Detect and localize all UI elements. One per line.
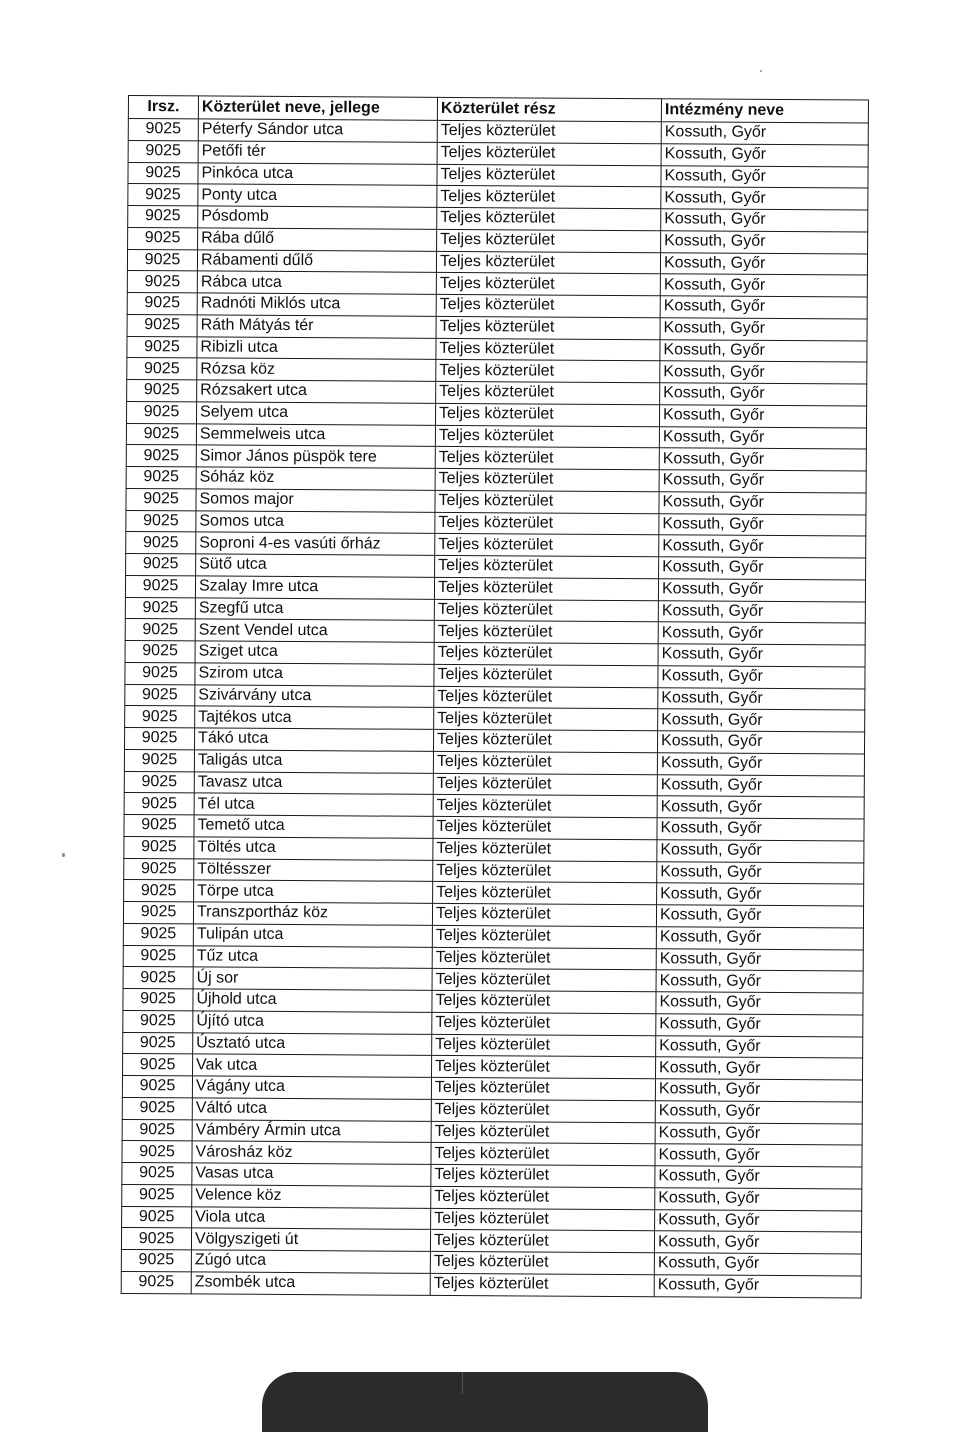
cell-street-name: Velence köz [192, 1185, 431, 1208]
cell-street-name: Töltés utca [194, 837, 433, 860]
street-register-table [121, 95, 869, 1298]
cell-institution: Kossuth, Győr [656, 926, 863, 949]
cell-irsz: 9025 [126, 553, 196, 575]
cell-street-part: Teljes közterület [432, 903, 656, 926]
cell-institution: Kossuth, Győr [659, 405, 866, 428]
cell-street-part: Teljes közterület [437, 142, 661, 165]
cell-street-name: Szegfű utca [195, 597, 434, 620]
cell-institution: Kossuth, Győr [658, 687, 865, 710]
cell-street-name: Vágány utca [192, 1076, 431, 1099]
cell-street-name: Zúgó utca [191, 1250, 430, 1273]
cell-street-part: Teljes közterület [431, 1099, 655, 1122]
cell-street-name: Petőfi tér [198, 141, 437, 164]
cell-institution: Kossuth, Győr [655, 1100, 862, 1123]
cell-institution: Kossuth, Győr [654, 1253, 861, 1276]
cell-street-part: Teljes közterület [432, 969, 656, 992]
cell-institution: Kossuth, Győr [661, 165, 868, 188]
cell-street-part: Teljes közterület [435, 534, 659, 557]
cell-institution: Kossuth, Győr [659, 426, 866, 449]
cell-irsz: 9025 [126, 466, 196, 488]
cell-street-part: Teljes közterület [436, 294, 660, 317]
header-street-name: Közterület neve, jellege [198, 96, 437, 120]
cell-institution: Kossuth, Győr [658, 622, 865, 645]
cell-institution: Kossuth, Győr [656, 905, 863, 928]
cell-street-part: Teljes közterület [433, 838, 657, 861]
cell-street-part: Teljes közterület [437, 186, 661, 209]
cell-irsz: 9025 [128, 140, 198, 162]
cell-street-part: Teljes közterület [434, 664, 658, 687]
cell-street-name: Szalay Imre utca [195, 576, 434, 599]
cell-street-part: Teljes közterület [435, 447, 659, 470]
cell-street-name: Sütő utca [196, 554, 435, 577]
cell-irsz: 9025 [126, 532, 196, 554]
cell-street-name: Somos major [196, 489, 435, 512]
cell-street-name: Tulipán utca [193, 924, 432, 947]
cell-street-name: Újhold utca [193, 989, 432, 1012]
cell-street-name: Taligás utca [194, 750, 433, 773]
cell-irsz: 9025 [123, 988, 193, 1010]
cell-street-part: Teljes közterület [432, 990, 656, 1013]
cell-street-part: Teljes közterület [436, 251, 660, 274]
cell-institution: Kossuth, Győr [655, 1187, 862, 1210]
cell-irsz: 9025 [125, 727, 195, 749]
cell-street-part: Teljes közterület [434, 621, 658, 644]
cell-institution: Kossuth, Győr [655, 1209, 862, 1232]
cell-irsz: 9025 [127, 249, 197, 271]
cell-street-part: Teljes közterület [437, 229, 661, 252]
cell-irsz: 9025 [124, 858, 194, 880]
cell-street-name: Rózsa köz [197, 358, 436, 381]
cell-street-part: Teljes közterület [430, 1273, 654, 1296]
cell-irsz: 9025 [126, 445, 196, 467]
cell-street-name: Úsztató utca [193, 1032, 432, 1055]
cell-institution: Kossuth, Győr [661, 187, 868, 210]
cell-irsz: 9025 [125, 640, 195, 662]
cell-institution: Kossuth, Győr [660, 318, 867, 341]
header-street-part: Közterület rész [437, 97, 661, 121]
cell-irsz: 9025 [125, 597, 195, 619]
cell-institution: Kossuth, Győr [655, 1079, 862, 1102]
cell-institution: Kossuth, Győr [659, 492, 866, 515]
cell-institution: Kossuth, Győr [659, 535, 866, 558]
cell-institution: Kossuth, Győr [660, 252, 867, 275]
cell-street-name: Tavasz utca [194, 771, 433, 794]
cell-irsz: 9025 [126, 401, 196, 423]
cell-institution: Kossuth, Győr [659, 513, 866, 536]
cell-irsz: 9025 [123, 1010, 193, 1032]
cell-street-part: Teljes közterület [435, 490, 659, 513]
cell-institution: Kossuth, Győr [657, 839, 864, 862]
cell-street-part: Teljes közterület [436, 381, 660, 404]
cell-institution: Kossuth, Győr [661, 144, 868, 167]
table-body [121, 119, 868, 1298]
header-institution: Intézmény neve [661, 99, 868, 123]
cell-irsz: 9025 [123, 923, 193, 945]
cell-street-name: Tűz utca [193, 945, 432, 968]
cell-street-part: Teljes közterület [436, 273, 660, 296]
cell-irsz: 9025 [122, 1141, 192, 1163]
cell-institution: Kossuth, Győr [656, 970, 863, 993]
cell-irsz: 9025 [125, 684, 195, 706]
cell-street-part: Teljes közterület [432, 925, 656, 948]
cell-street-name: Völgyszigeti út [191, 1228, 430, 1251]
cell-street-part: Teljes közterület [435, 468, 659, 491]
scan-speck [62, 853, 65, 857]
cell-street-name: Transzportház köz [193, 902, 432, 925]
cell-irsz: 9025 [121, 1249, 191, 1271]
cell-institution: Kossuth, Győr [657, 861, 864, 884]
cell-irsz: 9025 [125, 619, 195, 641]
cell-irsz: 9025 [126, 423, 196, 445]
cell-institution: Kossuth, Győr [660, 339, 867, 362]
cell-street-part: Teljes közterület [434, 599, 658, 622]
cell-institution: Kossuth, Győr [657, 883, 864, 906]
cell-street-part: Teljes közterület [431, 1186, 655, 1209]
cell-street-part: Teljes közterület [432, 1034, 656, 1057]
cell-irsz: 9025 [127, 358, 197, 380]
cell-street-part: Teljes közterület [436, 338, 660, 361]
cell-institution: Kossuth, Győr [660, 361, 867, 384]
cell-street-part: Teljes közterület [437, 120, 661, 143]
cell-irsz: 9025 [127, 379, 197, 401]
cell-institution: Kossuth, Győr [656, 948, 863, 971]
cell-institution: Kossuth, Győr [656, 1057, 863, 1080]
cell-street-name: Radnóti Miklós utca [197, 293, 436, 316]
cell-street-part: Teljes közterület [433, 729, 657, 752]
cell-institution: Kossuth, Győr [659, 470, 866, 493]
cell-institution: Kossuth, Győr [654, 1274, 861, 1297]
cell-street-part: Teljes közterület [433, 795, 657, 818]
cell-irsz: 9025 [124, 836, 194, 858]
cell-institution: Kossuth, Győr [657, 731, 864, 754]
cell-irsz: 9025 [128, 227, 198, 249]
cell-institution: Kossuth, Győr [655, 1166, 862, 1189]
cell-street-name: Semmelweis utca [196, 423, 435, 446]
cell-street-part: Teljes közterület [435, 512, 659, 535]
cell-street-part: Teljes közterület [431, 1143, 655, 1166]
bottom-navigation-bar[interactable] [262, 1372, 708, 1432]
cell-street-part: Teljes közterület [433, 816, 657, 839]
cell-street-part: Teljes közterület [431, 1164, 655, 1187]
cell-street-part: Teljes közterület [435, 425, 659, 448]
cell-irsz: 9025 [122, 1184, 192, 1206]
cell-street-part: Teljes közterület [437, 164, 661, 187]
cell-street-name: Ribizli utca [197, 336, 436, 359]
cell-institution: Kossuth, Győr [660, 296, 867, 319]
cell-irsz: 9025 [126, 510, 196, 532]
cell-street-name: Viola utca [192, 1206, 431, 1229]
cell-street-name: Vasas utca [192, 1163, 431, 1186]
cell-institution: Kossuth, Győr [658, 665, 865, 688]
cell-irsz: 9025 [127, 292, 197, 314]
nav-divider [462, 1372, 463, 1394]
cell-street-name: Vak utca [193, 1054, 432, 1077]
cell-irsz: 9025 [126, 488, 196, 510]
cell-irsz: 9025 [124, 749, 194, 771]
cell-institution: Kossuth, Győr [657, 774, 864, 797]
cell-street-part: Teljes közterület [430, 1230, 654, 1253]
cell-street-name: Rábca utca [197, 271, 436, 294]
cell-street-name: Pinkóca utca [198, 162, 437, 185]
cell-street-name: Pósdomb [198, 206, 437, 229]
cell-institution: Kossuth, Győr [658, 644, 865, 667]
cell-street-part: Teljes közterület [434, 577, 658, 600]
cell-irsz: 9025 [121, 1271, 191, 1293]
cell-irsz: 9025 [122, 1162, 192, 1184]
cell-irsz: 9025 [128, 184, 198, 206]
cell-institution: Kossuth, Győr [656, 1035, 863, 1058]
cell-street-part: Teljes közterület [432, 1056, 656, 1079]
cell-institution: Kossuth, Győr [656, 1013, 863, 1036]
cell-street-part: Teljes közterület [433, 860, 657, 883]
scan-speck [760, 70, 762, 72]
cell-irsz: 9025 [124, 814, 194, 836]
cell-street-name: Vámbéry Ármin utca [192, 1119, 431, 1142]
cell-irsz: 9025 [122, 1206, 192, 1228]
cell-irsz: 9025 [127, 336, 197, 358]
cell-irsz: 9025 [121, 1228, 191, 1250]
cell-irsz: 9025 [125, 575, 195, 597]
cell-street-part: Teljes közterület [435, 403, 659, 426]
cell-street-name: Szirom utca [195, 663, 434, 686]
cell-street-part: Teljes közterület [430, 1251, 654, 1274]
cell-street-part: Teljes közterület [434, 642, 658, 665]
cell-institution: Kossuth, Győr [660, 274, 867, 297]
cell-irsz: 9025 [123, 901, 193, 923]
cell-street-part: Teljes közterület [437, 207, 661, 230]
cell-street-part: Teljes közterület [431, 1121, 655, 1144]
cell-street-part: Teljes közterület [436, 316, 660, 339]
cell-street-part: Teljes közterület [431, 1208, 655, 1231]
cell-street-name: Tél utca [194, 793, 433, 816]
cell-street-name: Tákó utca [195, 728, 434, 751]
cell-institution: Kossuth, Győr [661, 231, 868, 254]
cell-irsz: 9025 [127, 271, 197, 293]
cell-institution: Kossuth, Győr [657, 796, 864, 819]
cell-institution: Kossuth, Győr [661, 209, 868, 232]
cell-street-name: Zsombék utca [191, 1272, 430, 1295]
cell-street-part: Teljes közterület [433, 882, 657, 905]
cell-street-name: Rózsakert utca [197, 380, 436, 403]
cell-institution: Kossuth, Győr [654, 1231, 861, 1254]
cell-institution: Kossuth, Győr [659, 557, 866, 580]
cell-institution: Kossuth, Győr [659, 448, 866, 471]
cell-street-part: Teljes közterület [431, 1077, 655, 1100]
cell-street-part: Teljes közterület [433, 773, 657, 796]
cell-institution: Kossuth, Győr [661, 122, 868, 145]
cell-street-part: Teljes közterület [435, 555, 659, 578]
cell-street-part: Teljes közterület [432, 1012, 656, 1035]
cell-institution: Kossuth, Győr [657, 818, 864, 841]
cell-street-name: Újító utca [193, 1011, 432, 1034]
cell-institution: Kossuth, Győr [655, 1144, 862, 1167]
cell-irsz: 9025 [123, 967, 193, 989]
cell-street-name: Temető utca [194, 815, 433, 838]
cell-street-name: Váltó utca [192, 1098, 431, 1121]
cell-irsz: 9025 [125, 706, 195, 728]
cell-street-name: Szent Vendel utca [195, 619, 434, 642]
cell-street-part: Teljes közterület [432, 947, 656, 970]
cell-irsz: 9025 [124, 880, 194, 902]
header-irsz: Irsz. [128, 96, 198, 119]
cell-street-name: Törpe utca [194, 880, 433, 903]
cell-institution: Kossuth, Győr [658, 709, 865, 732]
cell-irsz: 9025 [127, 314, 197, 336]
table-row [121, 1271, 861, 1297]
cell-street-name: Sziget utca [195, 641, 434, 664]
cell-irsz: 9025 [128, 206, 198, 228]
cell-irsz: 9025 [123, 1032, 193, 1054]
cell-street-part: Teljes közterület [436, 360, 660, 383]
cell-street-name: Selyem utca [196, 402, 435, 425]
cell-street-name: Simor János püspök tere [196, 445, 435, 468]
cell-street-name: Rába dűlő [198, 228, 437, 251]
cell-street-name: Városház köz [192, 1141, 431, 1164]
cell-irsz: 9025 [123, 1054, 193, 1076]
cell-institution: Kossuth, Győr [658, 579, 865, 602]
cell-street-name: Szivárvány utca [195, 684, 434, 707]
cell-street-part: Teljes közterület [434, 686, 658, 709]
cell-irsz: 9025 [128, 119, 198, 141]
cell-street-part: Teljes közterület [433, 751, 657, 774]
cell-street-name: Ponty utca [198, 184, 437, 207]
cell-institution: Kossuth, Győr [658, 600, 865, 623]
cell-irsz: 9025 [122, 1119, 192, 1141]
cell-irsz: 9025 [122, 1097, 192, 1119]
cell-street-name: Rábamenti dűlő [197, 249, 436, 272]
cell-institution: Kossuth, Győr [657, 752, 864, 775]
cell-street-name: Új sor [193, 967, 432, 990]
cell-irsz: 9025 [124, 771, 194, 793]
cell-irsz: 9025 [122, 1075, 192, 1097]
cell-irsz: 9025 [128, 162, 198, 184]
cell-street-name: Péterfy Sándor utca [198, 119, 437, 142]
cell-irsz: 9025 [125, 662, 195, 684]
cell-street-part: Teljes közterület [434, 708, 658, 731]
cell-street-name: Tajtékos utca [195, 706, 434, 729]
cell-institution: Kossuth, Győr [660, 383, 867, 406]
cell-institution: Kossuth, Győr [656, 992, 863, 1015]
cell-irsz: 9025 [124, 793, 194, 815]
cell-street-name: Sóház köz [196, 467, 435, 490]
cell-street-name: Somos utca [196, 510, 435, 533]
cell-irsz: 9025 [123, 945, 193, 967]
cell-street-name: Töltésszer [194, 858, 433, 881]
cell-institution: Kossuth, Győr [655, 1122, 862, 1145]
cell-street-name: Soproni 4-es vasúti őrház [196, 532, 435, 555]
cell-street-name: Ráth Mátyás tér [197, 315, 436, 338]
